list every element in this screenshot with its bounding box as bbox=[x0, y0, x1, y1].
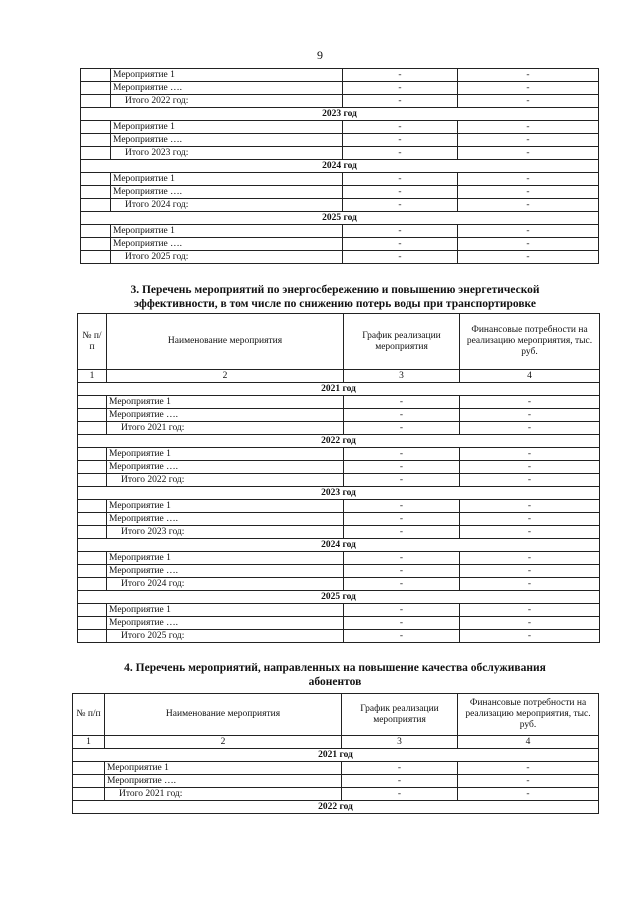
schedule-value: - bbox=[344, 474, 460, 487]
total-row bbox=[78, 422, 600, 435]
activity-name: Мероприятие 1 bbox=[107, 448, 344, 461]
schedule-value: - bbox=[344, 552, 460, 565]
section-4-title-line-2: абонентов bbox=[308, 676, 362, 688]
table-row bbox=[81, 121, 599, 134]
finance-value: - bbox=[458, 173, 599, 186]
finance-value: - bbox=[460, 630, 600, 643]
row-number-cell bbox=[78, 604, 107, 617]
row-number-cell bbox=[78, 448, 107, 461]
activity-name: Итого 2021 год: bbox=[107, 422, 344, 435]
table-section-4 bbox=[72, 693, 599, 814]
table-row bbox=[81, 225, 599, 238]
row-number-cell bbox=[78, 565, 107, 578]
finance-value: - bbox=[458, 788, 599, 801]
activity-name: Мероприятие 1 bbox=[107, 552, 344, 565]
schedule-value: - bbox=[344, 513, 460, 526]
year-label: 2024 год bbox=[81, 160, 599, 173]
finance-value: - bbox=[460, 565, 600, 578]
activity-name: Мероприятие …. bbox=[111, 82, 343, 95]
year-label: 2021 год bbox=[73, 749, 599, 762]
activity-name: Мероприятие …. bbox=[107, 461, 344, 474]
year-label: 2025 год bbox=[81, 212, 599, 225]
section-4-title-line-1: 4. Перечень мероприятий, направленных на повышение качества обслуживания bbox=[124, 662, 546, 674]
table-row bbox=[78, 513, 600, 526]
row-number-cell bbox=[78, 526, 107, 539]
table-row bbox=[78, 396, 600, 409]
finance-value: - bbox=[458, 251, 599, 264]
finance-value: - bbox=[460, 526, 600, 539]
finance-value: - bbox=[458, 147, 599, 160]
row-number-cell bbox=[78, 500, 107, 513]
activity-name: Мероприятие 1 bbox=[111, 173, 343, 186]
schedule-value: - bbox=[343, 95, 458, 108]
row-number-cell bbox=[78, 396, 107, 409]
year-row bbox=[78, 539, 600, 552]
total-row bbox=[78, 526, 600, 539]
column-numbers-row bbox=[78, 370, 600, 383]
schedule-value: - bbox=[342, 788, 458, 801]
activity-name: Итого 2022 год: bbox=[107, 474, 344, 487]
finance-value: - bbox=[458, 238, 599, 251]
schedule-value: - bbox=[343, 199, 458, 212]
year-row bbox=[78, 435, 600, 448]
row-number-cell bbox=[78, 578, 107, 591]
schedule-value: - bbox=[343, 225, 458, 238]
row-number-cell bbox=[81, 186, 111, 199]
activity-name: Мероприятие 1 bbox=[111, 121, 343, 134]
row-number-cell bbox=[81, 134, 111, 147]
finance-value: - bbox=[458, 69, 599, 82]
finance-value: - bbox=[458, 762, 599, 775]
schedule-value: - bbox=[344, 409, 460, 422]
col-number-1: 1 bbox=[78, 370, 107, 383]
row-number-cell bbox=[81, 238, 111, 251]
year-row bbox=[73, 749, 599, 762]
year-row bbox=[73, 801, 599, 814]
finance-value: - bbox=[460, 422, 600, 435]
activity-name: Итого 2023 год: bbox=[111, 147, 343, 160]
row-number-cell bbox=[81, 173, 111, 186]
table-row bbox=[81, 238, 599, 251]
header-name: Наименование мероприятия bbox=[107, 314, 344, 370]
year-label: 2021 год bbox=[78, 383, 600, 396]
total-row bbox=[81, 147, 599, 160]
year-row bbox=[81, 160, 599, 173]
col-number-2: 2 bbox=[107, 370, 344, 383]
schedule-value: - bbox=[344, 461, 460, 474]
schedule-value: - bbox=[343, 173, 458, 186]
schedule-value: - bbox=[343, 82, 458, 95]
table-continued bbox=[80, 68, 599, 264]
schedule-value: - bbox=[343, 238, 458, 251]
col-number-1: 1 bbox=[73, 736, 105, 749]
activity-name: Мероприятие …. bbox=[111, 134, 343, 147]
col-number-4: 4 bbox=[458, 736, 599, 749]
finance-value: - bbox=[458, 134, 599, 147]
finance-value: - bbox=[460, 474, 600, 487]
total-row bbox=[81, 95, 599, 108]
row-number-cell bbox=[81, 199, 111, 212]
finance-value: - bbox=[458, 186, 599, 199]
finance-value: - bbox=[460, 500, 600, 513]
schedule-value: - bbox=[344, 617, 460, 630]
row-number-cell bbox=[78, 630, 107, 643]
table-row bbox=[81, 134, 599, 147]
row-number-cell bbox=[78, 513, 107, 526]
total-row bbox=[73, 788, 599, 801]
table-row bbox=[78, 461, 600, 474]
finance-value: - bbox=[460, 409, 600, 422]
schedule-value: - bbox=[344, 396, 460, 409]
table-row bbox=[81, 173, 599, 186]
schedule-value: - bbox=[344, 604, 460, 617]
activity-name: Мероприятие …. bbox=[107, 565, 344, 578]
activity-name: Мероприятие 1 bbox=[107, 500, 344, 513]
row-number-cell bbox=[81, 121, 111, 134]
activity-name: Итого 2021 год: bbox=[105, 788, 342, 801]
table-row bbox=[81, 186, 599, 199]
section-4-heading bbox=[70, 661, 600, 689]
table-row bbox=[78, 500, 600, 513]
table-row bbox=[78, 552, 600, 565]
year-row bbox=[78, 383, 600, 396]
activity-name: Мероприятие …. bbox=[105, 775, 342, 788]
schedule-value: - bbox=[343, 251, 458, 264]
total-row bbox=[78, 630, 600, 643]
finance-value: - bbox=[458, 82, 599, 95]
year-label: 2025 год bbox=[78, 591, 600, 604]
schedule-value: - bbox=[343, 69, 458, 82]
table-row bbox=[78, 604, 600, 617]
row-number-cell bbox=[78, 617, 107, 630]
finance-value: - bbox=[460, 396, 600, 409]
header-schedule: График реализации мероприятия bbox=[344, 314, 460, 370]
schedule-value: - bbox=[344, 422, 460, 435]
finance-value: - bbox=[458, 95, 599, 108]
row-number-cell bbox=[78, 409, 107, 422]
row-number-cell bbox=[81, 95, 111, 108]
schedule-value: - bbox=[342, 762, 458, 775]
header-schedule: График реализации мероприятия bbox=[342, 694, 458, 736]
row-number-cell bbox=[78, 552, 107, 565]
finance-value: - bbox=[460, 448, 600, 461]
table-header-row bbox=[78, 314, 600, 370]
schedule-value: - bbox=[344, 448, 460, 461]
column-numbers-row bbox=[73, 736, 599, 749]
year-label: 2022 год bbox=[78, 435, 600, 448]
header-finance: Финансовые потребности на реализацию мероприятия, тыс. руб. bbox=[458, 694, 599, 736]
year-row bbox=[81, 108, 599, 121]
total-row bbox=[81, 199, 599, 212]
row-number-cell bbox=[81, 251, 111, 264]
row-number-cell bbox=[73, 775, 105, 788]
table-header-row bbox=[73, 694, 599, 736]
header-name: Наименование мероприятия bbox=[105, 694, 342, 736]
table-row bbox=[78, 617, 600, 630]
table-row bbox=[78, 565, 600, 578]
table-row bbox=[78, 409, 600, 422]
total-row bbox=[78, 578, 600, 591]
section-3-title-line-2: эффективности, в том числе по снижению потерь воды при транспортировке bbox=[134, 298, 536, 310]
schedule-value: - bbox=[343, 121, 458, 134]
schedule-value: - bbox=[344, 526, 460, 539]
table-row bbox=[81, 69, 599, 82]
finance-value: - bbox=[460, 461, 600, 474]
activity-name: Мероприятие 1 bbox=[111, 225, 343, 238]
schedule-value: - bbox=[342, 775, 458, 788]
finance-value: - bbox=[458, 775, 599, 788]
section-3-title-line-1: 3. Перечень мероприятий по энергосбережению и повышению энергетической bbox=[130, 284, 540, 296]
row-number-cell bbox=[81, 147, 111, 160]
activity-name: Итого 2025 год: bbox=[107, 630, 344, 643]
schedule-value: - bbox=[343, 147, 458, 160]
table-row bbox=[73, 762, 599, 775]
row-number-cell bbox=[78, 422, 107, 435]
row-number-cell bbox=[73, 788, 105, 801]
activity-name: Мероприятие 1 bbox=[105, 762, 342, 775]
header-number: № п/п bbox=[78, 314, 107, 370]
year-row bbox=[81, 212, 599, 225]
col-number-3: 3 bbox=[344, 370, 460, 383]
activity-name: Мероприятие 1 bbox=[107, 604, 344, 617]
table-row bbox=[81, 82, 599, 95]
activity-name: Мероприятие …. bbox=[107, 617, 344, 630]
header-finance: Финансовые потребности на реализацию мероприятия, тыс. руб. bbox=[460, 314, 600, 370]
row-number-cell bbox=[81, 82, 111, 95]
activity-name: Итого 2025 год: bbox=[111, 251, 343, 264]
year-label: 2024 год bbox=[78, 539, 600, 552]
schedule-value: - bbox=[343, 134, 458, 147]
year-row bbox=[78, 487, 600, 500]
schedule-value: - bbox=[344, 565, 460, 578]
total-row bbox=[78, 474, 600, 487]
year-label: 2023 год bbox=[78, 487, 600, 500]
row-number-cell bbox=[78, 474, 107, 487]
schedule-value: - bbox=[343, 186, 458, 199]
activity-name: Мероприятие …. bbox=[107, 513, 344, 526]
finance-value: - bbox=[460, 604, 600, 617]
row-number-cell bbox=[81, 69, 111, 82]
row-number-cell bbox=[78, 461, 107, 474]
year-label: 2023 год bbox=[81, 108, 599, 121]
finance-value: - bbox=[460, 578, 600, 591]
activity-name: Мероприятие 1 bbox=[107, 396, 344, 409]
activity-name: Итого 2024 год: bbox=[107, 578, 344, 591]
page-number: 9 bbox=[317, 48, 323, 62]
table-row bbox=[73, 775, 599, 788]
col-number-4: 4 bbox=[460, 370, 600, 383]
finance-value: - bbox=[460, 513, 600, 526]
row-number-cell bbox=[81, 225, 111, 238]
table-section-3 bbox=[77, 313, 600, 643]
col-number-2: 2 bbox=[105, 736, 342, 749]
activity-name: Мероприятие …. bbox=[107, 409, 344, 422]
total-row bbox=[81, 251, 599, 264]
col-number-3: 3 bbox=[342, 736, 458, 749]
finance-value: - bbox=[458, 199, 599, 212]
header-number: № п/п bbox=[73, 694, 105, 736]
schedule-value: - bbox=[344, 500, 460, 513]
activity-name: Итого 2023 год: bbox=[107, 526, 344, 539]
activity-name: Итого 2024 год: bbox=[111, 199, 343, 212]
activity-name: Мероприятие …. bbox=[111, 238, 343, 251]
activity-name: Мероприятие 1 bbox=[111, 69, 343, 82]
finance-value: - bbox=[460, 552, 600, 565]
schedule-value: - bbox=[344, 578, 460, 591]
finance-value: - bbox=[458, 121, 599, 134]
schedule-value: - bbox=[344, 630, 460, 643]
section-3-heading bbox=[70, 283, 600, 311]
table-row bbox=[78, 448, 600, 461]
finance-value: - bbox=[460, 617, 600, 630]
finance-value: - bbox=[458, 225, 599, 238]
row-number-cell bbox=[73, 762, 105, 775]
activity-name: Мероприятие …. bbox=[111, 186, 343, 199]
year-row bbox=[78, 591, 600, 604]
year-label: 2022 год bbox=[73, 801, 599, 814]
activity-name: Итого 2022 год: bbox=[111, 95, 343, 108]
